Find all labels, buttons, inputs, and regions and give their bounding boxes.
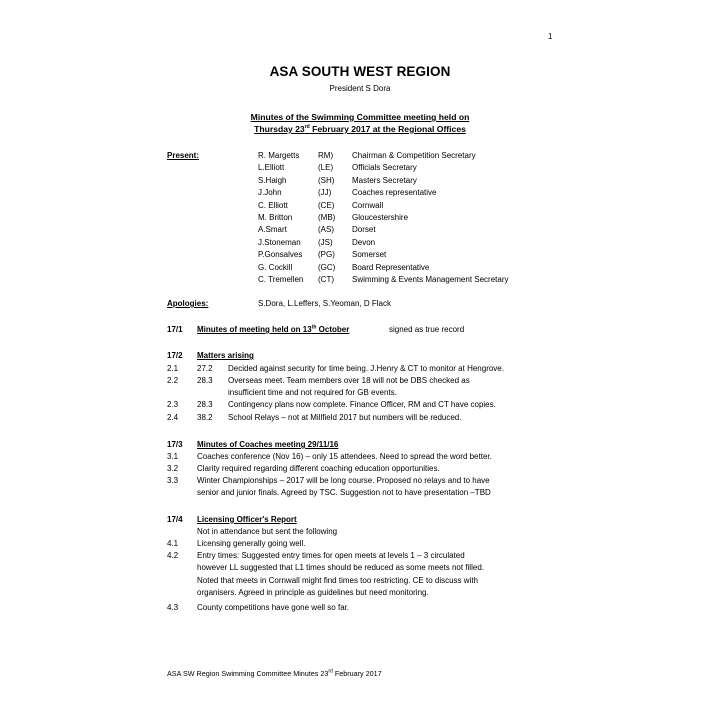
meeting-heading-line2: Thursday 23rd February 2017 at the Regional Offices: [254, 124, 466, 134]
licensing-item-text-line: Noted that meets in Cornwall might find times too restricting. CE to discuss with: [197, 575, 478, 585]
member-role: Gloucestershire: [352, 213, 409, 222]
coaches-item-number: 3.1: [167, 452, 179, 461]
licensing-item-number: 4.2: [167, 551, 179, 560]
item-17-1-number: 17/1: [167, 325, 183, 334]
coaches-item-number: 3.3: [167, 476, 179, 485]
matter-reference: 27.2: [197, 364, 213, 373]
matter-number: 2.1: [167, 364, 179, 373]
apologies-text: S.Dora, L.Leffers, S.Yeoman, D Flack: [258, 299, 391, 308]
member-name: P.Gonsalves: [258, 250, 303, 260]
item-17-4-intro: Not in attendance but sent the following: [197, 527, 338, 536]
member-role: Chairman & Competition Secretary: [352, 151, 476, 160]
member-role: Coaches representative: [352, 188, 437, 198]
member-name: M. Britton: [258, 213, 293, 222]
coaches-item-text-line: senior and junior finals. Agreed by TSC. Suggestion not to have presentation –TBD: [197, 488, 491, 497]
matter-text-line: School Relays – not at Millfield 2017 but numbers will be reduced.: [228, 413, 462, 422]
member-initials: (JS): [318, 237, 333, 247]
licensing-item-text-line: Entry times: Suggested entry times for open meets at levels 1 – 3 circulated: [197, 551, 465, 560]
president-line: President S Dora: [329, 84, 391, 93]
coaches-item-text-line: Coaches conference (Nov 16) – only 15 attendees. Need to spread the word better.: [197, 452, 492, 461]
member-name: G. Cockill: [258, 262, 293, 272]
member-role: Board Representative: [352, 262, 430, 272]
licensing-item-number: 4.1: [167, 539, 179, 548]
member-initials: (JJ): [318, 188, 332, 198]
licensing-item-text-line: however LL suggested that L1 times should be reduced as some meets not filled.: [197, 563, 484, 573]
document-title: ASA SOUTH WEST REGION: [269, 64, 451, 79]
member-initials: (PG): [318, 250, 335, 260]
member-name: R. Margetts: [258, 151, 300, 160]
member-name: A.Smart: [258, 225, 287, 235]
item-17-3-title: Minutes of Coaches meeting 29/11/16: [197, 440, 339, 449]
member-initials: (AS): [318, 225, 334, 235]
member-initials: RM): [318, 151, 334, 160]
coaches-item-text-line: Clarity required regarding different coaching education opportunities.: [197, 464, 440, 473]
matter-text-line: Contingency plans now complete. Finance Officer, RM and CT have copies.: [228, 400, 496, 409]
matter-text-line: Decided against security for time being. J.Henry & CT to monitor at Hengrove.: [228, 364, 504, 373]
matter-text-line: insufficient time and not required for GB events.: [228, 388, 397, 397]
member-role: Officials Secretary: [352, 163, 417, 173]
item-17-4-title: Licensing Officer's Report: [197, 515, 297, 524]
licensing-item-number: 4.3: [167, 603, 179, 612]
member-name: J.John: [258, 188, 282, 198]
licensing-item-text-line: County competitions have gone well so far.: [197, 603, 350, 612]
licensing-item-text-line: Licensing generally going well.: [197, 539, 306, 548]
present-label: Present:: [167, 151, 200, 160]
member-role: Devon: [352, 237, 376, 247]
licensing-item-text-line: organisers. Agreed in principle as guidelines but need monitoring.: [197, 588, 429, 598]
member-initials: (CE): [318, 200, 335, 210]
matter-reference: 38.2: [197, 413, 213, 422]
matter-reference: 28.3: [197, 376, 213, 385]
matter-number: 2.2: [167, 376, 179, 385]
member-role: Cornwall: [352, 200, 384, 210]
member-role: Somerset: [352, 250, 387, 260]
member-role: Swimming & Events Management Secretary: [352, 275, 509, 284]
matter-number: 2.4: [167, 413, 179, 422]
matter-number: 2.3: [167, 400, 179, 409]
item-17-1-title: Minutes of meeting held on 13th October: [197, 324, 350, 334]
member-name: C. Tremellen: [258, 275, 304, 284]
coaches-item-text-line: Winter Championships – 2017 will be long course. Proposed no relays and to have: [197, 476, 490, 485]
page-footer: ASA SW Region Swimming Committee Minutes 23rd February 2017: [167, 668, 382, 678]
coaches-item-number: 3.2: [167, 464, 179, 473]
page-number: 1: [548, 32, 553, 41]
member-name: C. Elliott: [258, 200, 288, 210]
member-initials: (CT): [318, 275, 334, 284]
member-initials: (SH): [318, 175, 335, 185]
matter-text-line: Overseas meet. Team members over 18 will not be DBS checked as: [228, 376, 470, 385]
member-role: Masters Secretary: [352, 175, 417, 185]
item-17-4-number: 17/4: [167, 515, 183, 524]
member-initials: (MB): [318, 213, 336, 222]
member-role: Dorset: [352, 225, 376, 235]
meeting-heading-line1: Minutes of the Swimming Committee meeting held on: [250, 112, 470, 122]
item-17-2-number: 17/2: [167, 351, 183, 360]
member-name: L.Elliott: [258, 163, 285, 173]
member-name: J.Stoneman: [258, 237, 301, 247]
apologies-label: Apologies:: [167, 299, 209, 308]
item-17-2-title: Matters arising: [197, 351, 254, 360]
item-17-1-note: signed as true record: [389, 325, 465, 334]
item-17-3-number: 17/3: [167, 440, 183, 449]
matter-reference: 28.3: [197, 400, 213, 409]
member-initials: (GC): [318, 262, 336, 272]
member-name: S.Haigh: [258, 175, 287, 185]
member-initials: (LE): [318, 163, 334, 173]
